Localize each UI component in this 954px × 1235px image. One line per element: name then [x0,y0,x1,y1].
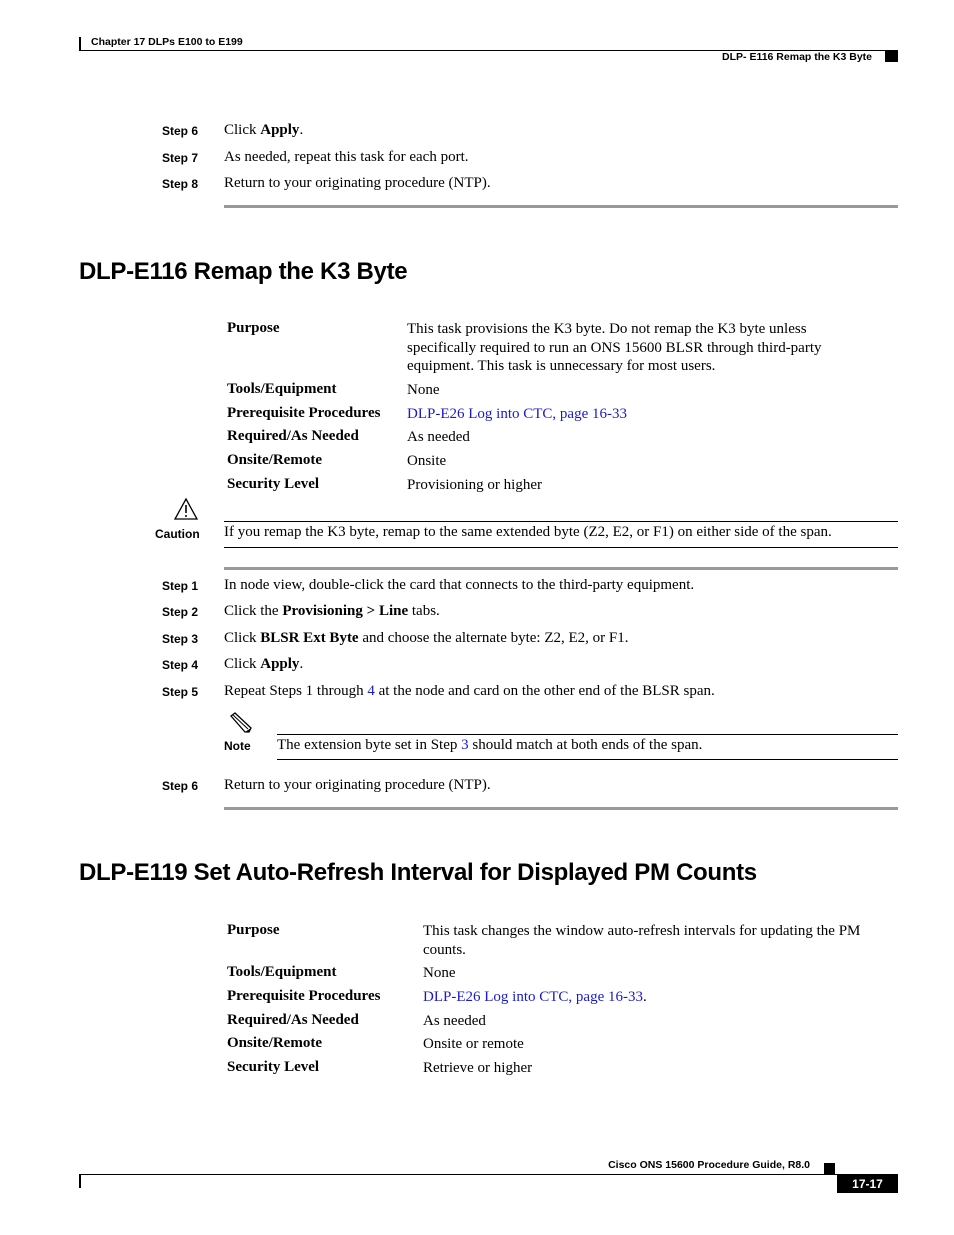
table-value: As needed [407,429,470,445]
table-value: Onsite [407,453,447,469]
table-value: As needed [423,1013,486,1029]
table-label: Security Level [227,476,320,492]
footer-block [824,1163,835,1174]
caution-icon [173,497,199,521]
table-label: Prerequisite Procedures [227,988,381,1004]
header-block [885,51,898,62]
step-text: Click the Provisioning > Line tabs. [224,603,440,619]
table-value: DLP-E26 Log into CTC, page 16-33. [423,989,647,1005]
step-label: Step 8 [162,177,199,191]
caution-label: Caution [155,527,200,541]
table-label: Security Level [227,1059,320,1075]
step-link[interactable]: 4 [367,683,375,699]
prerequisite-link[interactable]: DLP-E26 Log into CTC, page 16-33 [407,406,627,422]
table-label: Onsite/Remote [227,1035,322,1051]
note-link[interactable]: 3 [461,737,469,753]
step-label: Step 6 [162,124,199,138]
table-value: None [423,965,456,981]
table-label: Purpose [227,320,280,336]
caution-rule-top [224,521,898,522]
prerequisite-link[interactable]: DLP-E26 Log into CTC, page 16-33 [423,989,643,1005]
section-title: DLP-E119 Set Auto-Refresh Interval for Displayed PM Counts [79,859,757,886]
caution-text: If you remap the K3 byte, remap to the same extended byte (Z2, E2, or F1) on either side of the span. [224,524,832,540]
note-text: The extension byte set in Step 3 should match at both ends of the span. [277,737,703,753]
table-label: Required/As Needed [227,428,359,444]
step-label: Step 5 [162,685,199,699]
step-label: Step 6 [162,779,199,793]
footer-left-bar [79,1174,81,1188]
header-left-bar [79,37,81,51]
table-value: Retrieve or higher [423,1060,533,1076]
header-chapter: Chapter 17 DLPs E100 to E199 [91,36,243,48]
table-label: Tools/Equipment [227,964,337,980]
section-end-rule [224,205,898,208]
step-text: Click Apply. [224,656,304,672]
pencil-icon [227,712,253,734]
step-text: Repeat Steps 1 through 4 at the node and card on the other end of the BLSR span. [224,683,715,699]
footer-rule [79,1174,898,1175]
steps-start-rule [224,567,898,570]
caution-rule-bottom [224,547,898,548]
section-title: DLP-E116 Remap the K3 Byte [79,258,408,285]
section-end-rule [224,807,898,810]
step-text: Click BLSR Ext Byte and choose the alternate byte: Z2, E2, or F1. [224,630,629,646]
step-text: As needed, repeat this task for each port. [224,149,469,165]
table-label: Prerequisite Procedures [227,405,381,421]
note-label: Note [224,739,251,753]
table-value: None [407,382,440,398]
step-label: Step 7 [162,151,199,165]
table-value: Provisioning or higher [407,477,542,493]
page-number: 17-17 [837,1175,898,1193]
header-section: DLP- E116 Remap the K3 Byte [722,51,872,63]
table-value: This task provisions the K3 byte. Do not remap the K3 byte unless specifically required to run an ONS 15600 BLSR through third-party equipment. This task is unnecessary for most users. [407,321,822,374]
step-label: Step 1 [162,579,199,593]
table-label: Onsite/Remote [227,452,322,468]
step-label: Step 3 [162,632,199,646]
step-text: In node view, double-click the card that connects to the third-party equipment. [224,577,695,593]
step-text: Return to your originating procedure (NTP). [224,175,491,191]
table-value: This task changes the window auto-refresh intervals for updating the PM counts. [423,923,861,958]
note-rule-top [277,734,898,735]
table-value: Onsite or remote [423,1036,524,1052]
step-label: Step 2 [162,605,199,619]
footer-guide-title: Cisco ONS 15600 Procedure Guide, R8.0 [608,1159,810,1171]
step-label: Step 4 [162,658,199,672]
step-text: Return to your originating procedure (NTP). [224,777,491,793]
table-label: Tools/Equipment [227,381,337,397]
note-rule-bottom [277,759,898,760]
table-label: Required/As Needed [227,1012,359,1028]
step-text: Click Apply. [224,122,304,138]
table-label: Purpose [227,922,280,938]
